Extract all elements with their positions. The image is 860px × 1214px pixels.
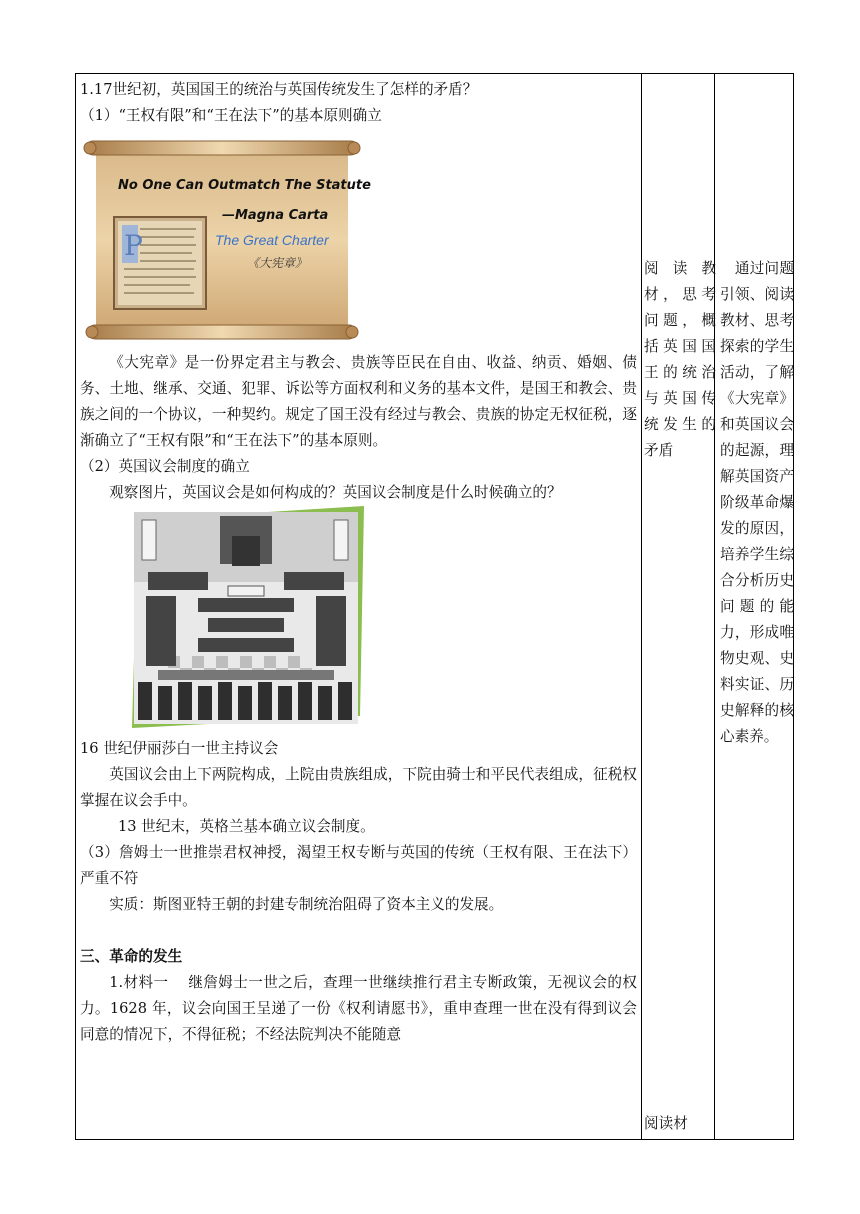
- svg-text:P: P: [124, 229, 143, 262]
- subheading-3: （3）詹姆士一世推崇君权神授，渴望王权专断与英国的传统（王权有限、王在法下）严重不符: [80, 844, 637, 887]
- parliament-paragraph: 英国议会由上下两院构成，上院由贵族组成，下院由骑士和平民代表组成，征税权掌握在议会手中。: [80, 766, 637, 809]
- blank-line: [80, 918, 637, 944]
- design-intent-text: 通过问题引领、阅读教材、思考探索的学生活动，了解《大宪章》和英国议会的起源，理解英国资产阶级革命爆发的原因，培养学生综合分析历史问题的能力，形成唯物史观、史料实证、历史解释的核心素养。: [720, 260, 794, 745]
- student-activity-text-2: 阅读材: [644, 1115, 688, 1132]
- lesson-plan-table: [75, 73, 794, 1140]
- observe-question: 观察图片，英国议会是如何构成的？英国议会制度是什么时候确立的？: [109, 484, 562, 501]
- material-one-paragraph: 1.材料一 继詹姆士一世之后，查理一世继续推行君主专断政策，无视议会的权力。1628 年，议会向国王呈递了一份《权利请愿书》，重申查理一世在没有得到议会同意的情况下，不得征税；不经法院判决不能随意: [80, 974, 637, 1043]
- magna-carta-paragraph: 《大宪章》是一份界定君主与教会、贵族等臣民在自由、收益、纳贡、婚姻、债务、土地、继承、交通、犯罪、诉讼等方面权利和义务的基本文件，是国王和教会、贵族之间的一个协议，一种契约。规定了国王没有经过与教会、贵族的协定无权征税，逐渐确立了“王权有限”和“王在法下”的基本原则。: [80, 354, 637, 449]
- subheading-1: （1）“王权有限”和“王在法下”的基本原则确立: [80, 107, 382, 124]
- image-caption: 16 世纪伊丽莎白一世主持议会: [80, 740, 279, 757]
- section-heading-3: 三、革命的发生: [80, 948, 183, 965]
- scroll-source: —Magna Carta: [222, 208, 329, 223]
- parliament-date: 13 世纪末，英格兰基本确立议会制度。: [117, 818, 375, 835]
- student-activity-text: 阅读教材，思考问题，概括英国国王的统治与英国传统发生的矛盾: [644, 260, 716, 459]
- question-1: 1.17世纪初，英国国王的统治与英国传统发生了怎样的矛盾？: [80, 81, 478, 98]
- essence-text: 实质：斯图亚特王朝的封建专制统治阻碍了资本主义的发展。: [109, 896, 504, 913]
- parliament-engraving-image: [128, 506, 368, 736]
- scroll-english-name: The Great Charter: [215, 232, 329, 248]
- subheading-2: （2）英国议会制度的确立: [80, 458, 250, 475]
- scroll-title: No One Can Outmatch The Statute: [118, 178, 371, 193]
- student-activity-cell: [642, 74, 715, 1140]
- teaching-content-cell: [76, 74, 642, 1140]
- scroll-chinese-name: 《大宪章》: [247, 256, 308, 270]
- magna-carta-scroll-image: [82, 137, 371, 342]
- table-row: [76, 74, 794, 1140]
